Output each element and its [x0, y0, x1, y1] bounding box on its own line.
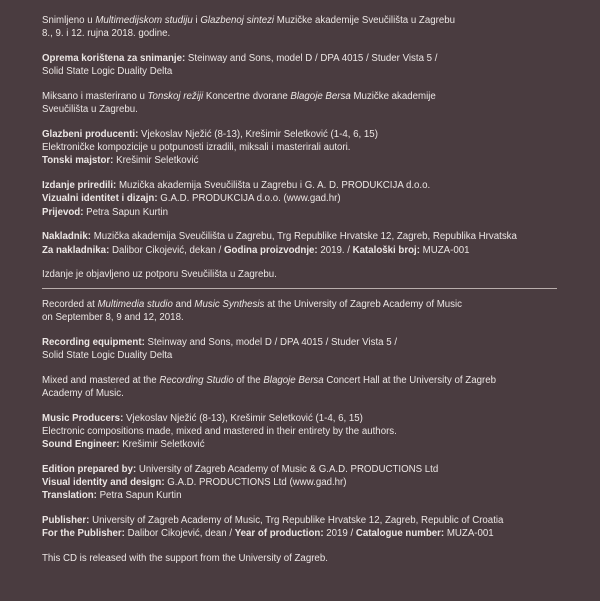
- studio-name: Multimedijskom studiju: [95, 15, 193, 26]
- equipment-value: Steinway and Sons, model D / DPA 4015 / Studer Vista 5 /: [144, 336, 398, 348]
- support-note: This CD is released with the support from the University of Zagreb.: [42, 553, 328, 565]
- venue-name: Blagoje Bersa: [290, 91, 351, 102]
- studio-name: Music Synthesis: [194, 298, 265, 310]
- translation-label: Prijevod:: [42, 206, 84, 218]
- text: Snimljeno u: [42, 15, 96, 26]
- text: Recorded at: [42, 298, 98, 310]
- support-note: Izdanje je objavljeno uz potporu Sveučilišta u Zagrebu.: [42, 269, 277, 281]
- text: of the: [233, 374, 264, 386]
- equipment-value: Steinway and Sons, model D / DPA 4015 / Studer Vista 5 /: [185, 53, 438, 64]
- translation-value: Petra Sapun Kurtin: [83, 206, 169, 218]
- edition-label: Edition prepared by:: [42, 463, 137, 475]
- recording-dates: on September 8, 9 and 12, 2018.: [42, 311, 184, 323]
- text: Koncertne dvorane: [203, 91, 291, 102]
- credits-english: [42, 298, 580, 566]
- publisher-label: Publisher:: [42, 515, 90, 527]
- venue-name: Blagoje Bersa: [263, 374, 324, 386]
- edition-info: [42, 463, 580, 503]
- for-publisher-value: Dalibor Cikojević, dean /: [124, 528, 235, 540]
- design-value: G.A.D. PRODUKCIJA d.o.o. (www.gad.hr): [157, 193, 341, 205]
- text: Concert Hall at the University of Zagreb: [323, 374, 496, 386]
- for-publisher-label: Za nakladnika:: [42, 244, 110, 256]
- text: Muzičke akademije: [350, 91, 436, 102]
- catalogue-label: Catalogue number:: [355, 528, 445, 540]
- recording-info: [42, 298, 580, 324]
- year-value: 2019. /: [317, 244, 353, 256]
- equipment-value: Solid State Logic Duality Delta: [42, 349, 173, 361]
- engineer-value: Krešimir Seletković: [113, 155, 199, 167]
- translation-label: Translation:: [42, 490, 97, 502]
- equipment-info: [42, 52, 580, 78]
- publisher-label: Nakladnik:: [42, 231, 91, 243]
- text: and: [172, 298, 195, 310]
- design-label: Vizualni identitet i dizajn:: [42, 193, 158, 205]
- equipment-info: [42, 336, 580, 362]
- text: i: [192, 15, 201, 26]
- year-value: 2019 /: [323, 528, 356, 540]
- producers-info: [42, 412, 580, 452]
- engineer-label: Sound Engineer:: [42, 439, 120, 451]
- section-divider: [42, 288, 557, 289]
- translation-value: Petra Sapun Kurtin: [96, 490, 182, 502]
- design-label: Visual identity and design:: [42, 477, 165, 489]
- producers-label: Glazbeni producenti:: [42, 129, 139, 140]
- publisher-info: [42, 514, 580, 540]
- text: Academy of Music.: [42, 387, 124, 399]
- venue-name: Tonskoj režiji: [147, 91, 204, 102]
- mixing-info: [42, 90, 580, 116]
- equipment-label: Recording equipment:: [42, 336, 145, 348]
- recording-dates: 8., 9. i 12. rujna 2018. godine.: [42, 28, 171, 40]
- equipment-label: Oprema korištena za snimanje:: [42, 53, 186, 64]
- publisher-info: [42, 230, 580, 256]
- text: Miksano i masterirano u: [42, 91, 148, 102]
- engineer-label: Tonski majstor:: [42, 155, 114, 167]
- text: at the University of Zagreb Academy of Music: [264, 298, 463, 310]
- text: Sveučilišta u Zagrebu.: [42, 104, 138, 116]
- studio-name: Glazbenoj sintezi: [200, 15, 275, 26]
- for-publisher-label: For the Publisher:: [42, 528, 125, 540]
- catalogue-label: Kataloški broj:: [352, 244, 420, 256]
- catalogue-value: MUZA-001: [419, 244, 470, 256]
- studio-name: Multimedia studio: [97, 298, 173, 310]
- publisher-value: Muzička akademija Sveučilišta u Zagrebu, Trg Republike Hrvatske 12, Zagreb, Republika Hrvatska: [91, 231, 517, 243]
- producers-value: Vjekoslav Nježić (8-13), Krešimir Seletković (1-4, 6, 15): [123, 412, 363, 424]
- producers-value: Vjekoslav Nježić (8-13), Krešimir Seletković (1-4, 6, 15): [138, 129, 378, 140]
- edition-value: University of Zagreb Academy of Music & G.A.D. PRODUCTIONS Ltd: [136, 463, 439, 475]
- credits-croatian: [42, 14, 580, 282]
- publisher-value: University of Zagreb Academy of Music, Trg Republike Hrvatske 12, Zagreb, Republic of Croatia: [89, 515, 504, 527]
- producers-label: Music Producers:: [42, 412, 124, 424]
- engineer-value: Krešimir Seletković: [119, 439, 205, 451]
- venue-name: Recording Studio: [159, 374, 234, 386]
- edition-label: Izdanje priredili:: [42, 180, 117, 192]
- design-value: G.A.D. PRODUCTIONS Ltd (www.gad.hr): [164, 477, 347, 489]
- text: Mixed and mastered at the: [42, 374, 160, 386]
- recording-info: [42, 14, 580, 40]
- producers-note: Elektroničke kompozicije u potpunosti izradili, miksali i masterirali autori.: [42, 142, 351, 154]
- edition-info: [42, 179, 580, 219]
- catalogue-value: MUZA-001: [444, 528, 494, 540]
- for-publisher-value: Dalibor Cikojević, dekan /: [109, 244, 224, 256]
- text: Muzičke akademije Sveučilišta u Zagrebu: [274, 15, 456, 26]
- producers-note: Electronic compositions made, mixed and mastered in their entirety by the authors.: [42, 425, 397, 437]
- producers-info: [42, 128, 580, 168]
- equipment-value: Solid State Logic Duality Delta: [42, 66, 173, 78]
- mixing-info: [42, 374, 580, 400]
- year-label: Godina proizvodnje:: [224, 244, 318, 256]
- edition-value: Muzička akademija Sveučilišta u Zagrebu i G. A. D. PRODUKCIJA d.o.o.: [116, 180, 431, 192]
- year-label: Year of production:: [234, 528, 324, 540]
